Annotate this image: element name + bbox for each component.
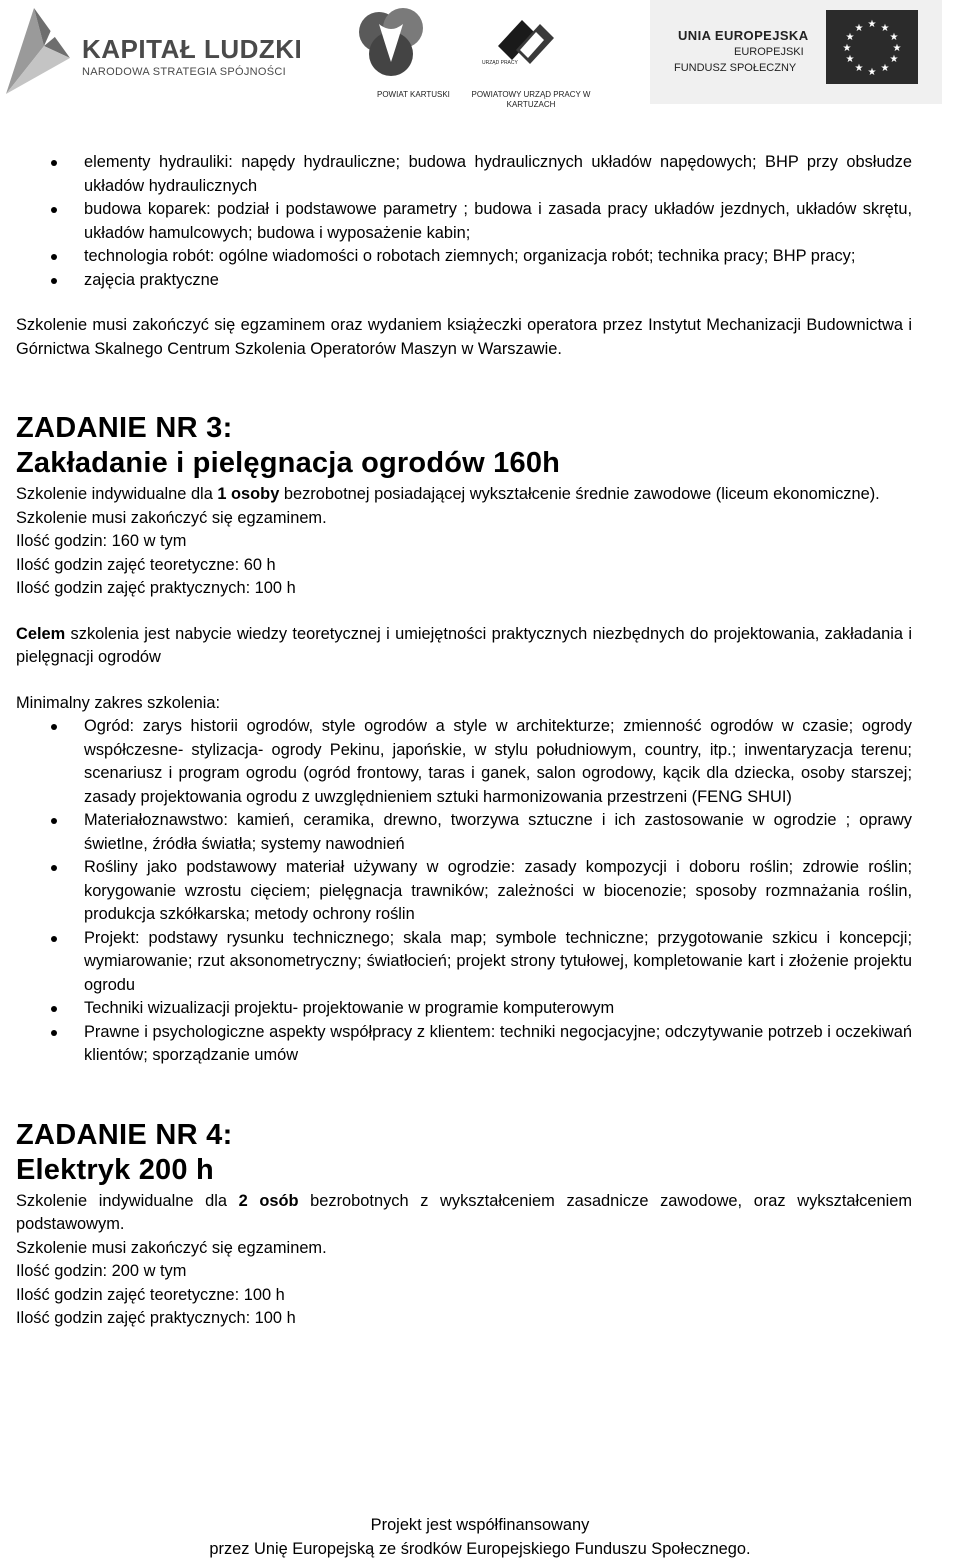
urzad-pracy-badge: URZĄD PRACY bbox=[482, 60, 518, 66]
task3-hours-theory: Ilość godzin zajęć teoretyczne: 60 h bbox=[16, 555, 276, 574]
svg-text:★: ★ bbox=[892, 43, 902, 54]
task3-title: Zakładanie i pielęgnacja ogrodów 160h bbox=[16, 447, 561, 479]
list-item: zajęcia praktyczne bbox=[16, 269, 912, 293]
task3-goal: Celem szkolenia jest nabycie wiedzy teoretycznej i umiejętności praktycznych niezbędnych do projektowania, zakładania i pielęgnacji ogrodów bbox=[16, 624, 912, 666]
list-item: Ogród: zarys historii ogrodów, style ogrodów a style w architekturze; zmienność ogrodów w czasie; ogrody współczesne- stylizacja- ogrody Pekinu, japońskie, w stylu południowym, country, itp.; inwentaryzacja terenu; scenariusz i program ogrodu (ogród frontowy, taras i ganek, salon ogrodowy, kącik dla dziecka, osoby starszej; zasady projektowania ogrodu z uwzględnieniem sztuki harmonizowania przestrzeni (FENG SHUI) bbox=[16, 715, 912, 809]
bullet-icon bbox=[51, 936, 57, 942]
powiat-kartuski-emblem-icon bbox=[357, 4, 427, 84]
svg-text:★: ★ bbox=[845, 32, 855, 43]
svg-text:★: ★ bbox=[845, 54, 855, 65]
page-header bbox=[0, 0, 960, 110]
task3-scope-label: Minimalny zakres szkolenia: bbox=[16, 693, 221, 712]
svg-text:★: ★ bbox=[854, 23, 864, 34]
task4-hours-theory: Ilość godzin zajęć teoretyczne: 100 h bbox=[16, 1285, 285, 1304]
ue-line1: UNIA EUROPEJSKA bbox=[678, 28, 809, 43]
top-bullet-list bbox=[16, 151, 912, 292]
task4-intro: Szkolenie indywidualne dla 2 osób bezrobotnych z wykształceniem zasadnicze zawodowe, oraz wykształceniem podstawowym. bbox=[16, 1191, 912, 1233]
task3-exam: Szkolenie musi zakończyć się egzaminem. bbox=[16, 508, 327, 527]
powiat-kartuski-label: POWIAT KARTUSKI bbox=[377, 90, 450, 99]
svg-text:★: ★ bbox=[889, 32, 899, 43]
svg-text:★: ★ bbox=[867, 19, 877, 30]
urzad-pracy-logo bbox=[468, 4, 598, 109]
list-item: Rośliny jako podstawowy materiał używany w ogrodzie: zasady kompozycji i doboru roślin; zdrowie roślin; korygowanie wzrostu cięciem; pielęgnacja trawników; zależności w biocenozie; sposoby rozmnażania roślin, produkcja szkółkarska; metody ochrony roślin bbox=[16, 856, 912, 927]
document-body bbox=[16, 151, 912, 1331]
bullet-icon bbox=[51, 160, 57, 166]
task4-heading: ZADANIE NR 4: bbox=[16, 1118, 233, 1151]
list-item: Techniki wizualizacji projektu- projektowanie w programie komputerowym bbox=[16, 997, 912, 1021]
svg-text:★: ★ bbox=[880, 23, 890, 34]
kapital-ludzki-subtitle: NARODOWA STRATEGIA SPÓJNOŚCI bbox=[82, 66, 286, 78]
bullet-icon bbox=[51, 254, 57, 260]
bullet-icon bbox=[51, 207, 57, 213]
eu-flag-icon bbox=[826, 10, 918, 84]
bullet-icon bbox=[51, 818, 57, 824]
bullet-icon bbox=[51, 278, 57, 284]
bullet-icon bbox=[51, 1030, 57, 1036]
unia-europejska-logo bbox=[650, 0, 942, 104]
svg-text:★: ★ bbox=[842, 43, 852, 54]
svg-text:★: ★ bbox=[880, 63, 890, 74]
list-item: budowa koparek: podział i podstawowe parametry ; budowa i zasada pracy układów jezdnych, układów skrętu, układów hamulcowych; budowa i wyposażenie kabin; bbox=[16, 198, 912, 245]
kapital-ludzki-logo bbox=[0, 0, 303, 105]
list-item: technologia robót: ogólne wiadomości o robotach ziemnych; organizacja robót; technika pracy; BHP pracy; bbox=[16, 245, 912, 269]
task4-hours-practice: Ilość godzin zajęć praktycznych: 100 h bbox=[16, 1309, 296, 1327]
task4-exam: Szkolenie musi zakończyć się egzaminem. bbox=[16, 1238, 327, 1257]
urzad-pracy-label: POWIATOWY URZĄD PRACY W KARTUZACH bbox=[471, 90, 591, 109]
task3-hours-total: Ilość godzin: 160 w tym bbox=[16, 532, 187, 550]
task4-title: Elektryk 200 h bbox=[16, 1153, 214, 1186]
svg-text:★: ★ bbox=[854, 63, 864, 74]
list-item: Prawne i psychologiczne aspekty współpracy z klientem: techniki negocjacyjne; odczytywanie potrzeb i oczekiwań klientów; sporządzanie umów bbox=[16, 1021, 912, 1068]
bullet-icon bbox=[51, 865, 57, 871]
closing-paragraph: Szkolenie musi zakończyć się egzaminem oraz wydaniem książeczki operatora przez Instytut Mechanizacji Budownictwa i Górnictwa Skalnego Centrum Szkolenia Operatorów Maszyn w Warszawie. bbox=[16, 316, 912, 358]
list-item: elementy hydrauliki: napędy hydrauliczne; budowa hydraulicznych układów napędowych; BHP przy obsłudze układów hydraulicznych bbox=[16, 151, 912, 198]
ue-line2: EUROPEJSKI bbox=[734, 46, 804, 58]
svg-text:★: ★ bbox=[867, 67, 877, 78]
svg-text:★: ★ bbox=[889, 54, 899, 65]
list-item: Materiałoznawstwo: kamień, ceramika, drewno, tworzywa sztuczne i ich zastosowanie w ogrodzie ; oprawy świetlne, źródła światła; systemy nawodnień bbox=[16, 809, 912, 856]
task3-heading: ZADANIE NR 3: bbox=[16, 412, 233, 444]
task3-hours-practice: Ilość godzin zajęć praktycznych: 100 h bbox=[16, 579, 296, 597]
ue-line3: FUNDUSZ SPOŁECZNY bbox=[674, 62, 797, 74]
list-item: Projekt: podstawy rysunku technicznego; skala map; symbole techniczne; przygotowanie szkicu i koncepcji; wymiarowanie; rzut aksonometryczny; światłocień; projekt strony tytułowej, kompletowanie kart i złożenie projektu ogrodu bbox=[16, 927, 912, 998]
kapital-ludzki-name: KAPITAŁ LUDZKI bbox=[82, 34, 303, 64]
bullet-icon bbox=[51, 1006, 57, 1012]
page-footer bbox=[0, 1514, 960, 1561]
task3-intro: Szkolenie indywidualne dla 1 osoby bezrobotnej posiadającej wykształcenie średnie zawodowe (liceum ekonomiczne). bbox=[16, 485, 880, 503]
kapital-ludzki-emblem-icon bbox=[4, 6, 72, 96]
task4-hours-total: Ilość godzin: 200 w tym bbox=[16, 1262, 187, 1280]
task3-scope-list bbox=[16, 715, 912, 1068]
footer-line2: przez Unię Europejską ze środków Europejskiego Funduszu Społecznego. bbox=[209, 1539, 751, 1558]
bullet-icon bbox=[51, 724, 57, 730]
powiat-kartuski-logo bbox=[355, 4, 455, 102]
footer-line1: Projekt jest współfinansowany bbox=[370, 1516, 590, 1534]
